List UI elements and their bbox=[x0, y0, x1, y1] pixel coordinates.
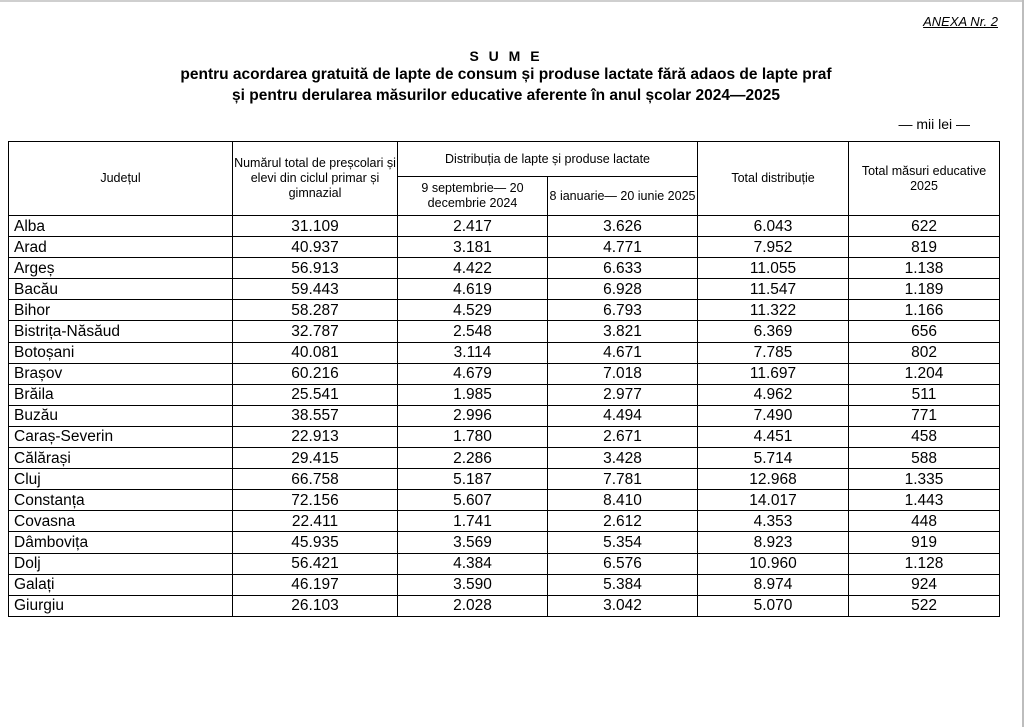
students-cell: 40.937 bbox=[233, 237, 398, 258]
students-cell: 40.081 bbox=[233, 342, 398, 363]
students-cell: 66.758 bbox=[233, 469, 398, 490]
period-1-cell: 2.548 bbox=[398, 321, 548, 342]
students-cell: 25.541 bbox=[233, 384, 398, 405]
table-row bbox=[9, 574, 1000, 595]
county-cell: Botoșani bbox=[9, 342, 233, 363]
period-1-cell: 4.619 bbox=[398, 279, 548, 300]
table-row bbox=[9, 300, 1000, 321]
students-cell: 38.557 bbox=[233, 405, 398, 426]
county-cell: Dâmbovița bbox=[9, 532, 233, 553]
county-cell: Bihor bbox=[9, 300, 233, 321]
county-cell: Bacău bbox=[9, 279, 233, 300]
county-cell: Caraș-Severin bbox=[9, 426, 233, 447]
header-period-1: 9 septembrie— 20 decembrie 2024 bbox=[398, 177, 548, 216]
students-cell: 22.913 bbox=[233, 426, 398, 447]
table-row bbox=[9, 216, 1000, 237]
table-row bbox=[9, 237, 1000, 258]
total-distribution-cell: 10.960 bbox=[698, 553, 849, 574]
period-1-cell: 3.590 bbox=[398, 574, 548, 595]
total-distribution-cell: 11.055 bbox=[698, 258, 849, 279]
period-2-cell: 6.928 bbox=[548, 279, 698, 300]
students-cell: 26.103 bbox=[233, 595, 398, 616]
total-educational-cell: 1.128 bbox=[849, 553, 1000, 574]
total-distribution-cell: 7.785 bbox=[698, 342, 849, 363]
period-2-cell: 8.410 bbox=[548, 490, 698, 511]
county-cell: Alba bbox=[9, 216, 233, 237]
header-students: Numărul total de preșcolari și elevi din ciclul primar și gimnazial bbox=[233, 142, 398, 216]
amounts-table bbox=[8, 141, 1000, 617]
county-cell: Argeș bbox=[9, 258, 233, 279]
table-row bbox=[9, 532, 1000, 553]
period-1-cell: 1.985 bbox=[398, 384, 548, 405]
county-cell: Buzău bbox=[9, 405, 233, 426]
total-distribution-cell: 4.962 bbox=[698, 384, 849, 405]
county-cell: Covasna bbox=[9, 511, 233, 532]
period-1-cell: 3.114 bbox=[398, 342, 548, 363]
total-distribution-cell: 6.043 bbox=[698, 216, 849, 237]
total-educational-cell: 924 bbox=[849, 574, 1000, 595]
table-row bbox=[9, 553, 1000, 574]
period-2-cell: 2.977 bbox=[548, 384, 698, 405]
table-row bbox=[9, 469, 1000, 490]
students-cell: 45.935 bbox=[233, 532, 398, 553]
county-cell: Constanța bbox=[9, 490, 233, 511]
students-cell: 22.411 bbox=[233, 511, 398, 532]
period-2-cell: 4.671 bbox=[548, 342, 698, 363]
table-row bbox=[9, 490, 1000, 511]
total-educational-cell: 622 bbox=[849, 216, 1000, 237]
total-educational-cell: 919 bbox=[849, 532, 1000, 553]
total-educational-cell: 511 bbox=[849, 384, 1000, 405]
period-1-cell: 1.741 bbox=[398, 511, 548, 532]
county-cell: Dolj bbox=[9, 553, 233, 574]
period-1-cell: 2.417 bbox=[398, 216, 548, 237]
header-distribution: Distribuția de lapte și produse lactate bbox=[398, 142, 698, 177]
period-2-cell: 2.612 bbox=[548, 511, 698, 532]
total-educational-cell: 1.204 bbox=[849, 363, 1000, 384]
total-distribution-cell: 11.697 bbox=[698, 363, 849, 384]
total-educational-cell: 458 bbox=[849, 426, 1000, 447]
table-row bbox=[9, 384, 1000, 405]
county-cell: Brașov bbox=[9, 363, 233, 384]
county-cell: Giurgiu bbox=[9, 595, 233, 616]
title-line-2: pentru acordarea gratuită de lapte de consum și produse lactate fără adaos de lapte praf bbox=[180, 66, 832, 83]
students-cell: 72.156 bbox=[233, 490, 398, 511]
total-distribution-cell: 7.952 bbox=[698, 237, 849, 258]
table-row bbox=[9, 363, 1000, 384]
total-educational-cell: 588 bbox=[849, 448, 1000, 469]
table-row bbox=[9, 448, 1000, 469]
total-educational-cell: 1.335 bbox=[849, 469, 1000, 490]
period-1-cell: 2.996 bbox=[398, 405, 548, 426]
county-cell: Cluj bbox=[9, 469, 233, 490]
period-1-cell: 5.607 bbox=[398, 490, 548, 511]
period-2-cell: 7.018 bbox=[548, 363, 698, 384]
total-educational-cell: 656 bbox=[849, 321, 1000, 342]
county-cell: Călărași bbox=[9, 448, 233, 469]
total-educational-cell: 522 bbox=[849, 595, 1000, 616]
page-top-edge bbox=[0, 0, 1024, 2]
period-1-cell: 2.028 bbox=[398, 595, 548, 616]
county-cell: Arad bbox=[9, 237, 233, 258]
total-distribution-cell: 6.369 bbox=[698, 321, 849, 342]
period-2-cell: 6.633 bbox=[548, 258, 698, 279]
students-cell: 58.287 bbox=[233, 300, 398, 321]
table-body bbox=[9, 216, 1000, 617]
students-cell: 46.197 bbox=[233, 574, 398, 595]
period-2-cell: 5.384 bbox=[548, 574, 698, 595]
period-1-cell: 3.181 bbox=[398, 237, 548, 258]
period-2-cell: 2.671 bbox=[548, 426, 698, 447]
county-cell: Galați bbox=[9, 574, 233, 595]
total-distribution-cell: 7.490 bbox=[698, 405, 849, 426]
table-row bbox=[9, 342, 1000, 363]
header-total-distribution: Total distribuție bbox=[698, 142, 849, 216]
total-distribution-cell: 5.070 bbox=[698, 595, 849, 616]
total-educational-cell: 1.166 bbox=[849, 300, 1000, 321]
period-2-cell: 3.626 bbox=[548, 216, 698, 237]
period-2-cell: 7.781 bbox=[548, 469, 698, 490]
unit-label: — mii lei — bbox=[898, 116, 970, 132]
period-1-cell: 1.780 bbox=[398, 426, 548, 447]
total-educational-cell: 1.189 bbox=[849, 279, 1000, 300]
title-line-3: și pentru derularea măsurilor educative aferente în anul școlar 2024—2025 bbox=[232, 87, 780, 104]
total-educational-cell: 802 bbox=[849, 342, 1000, 363]
period-1-cell: 5.187 bbox=[398, 469, 548, 490]
total-distribution-cell: 12.968 bbox=[698, 469, 849, 490]
table-row bbox=[9, 511, 1000, 532]
students-cell: 32.787 bbox=[233, 321, 398, 342]
table-row bbox=[9, 258, 1000, 279]
period-2-cell: 4.494 bbox=[548, 405, 698, 426]
total-distribution-cell: 8.974 bbox=[698, 574, 849, 595]
total-educational-cell: 1.138 bbox=[849, 258, 1000, 279]
period-1-cell: 4.384 bbox=[398, 553, 548, 574]
table-row bbox=[9, 405, 1000, 426]
total-distribution-cell: 4.353 bbox=[698, 511, 849, 532]
students-cell: 60.216 bbox=[233, 363, 398, 384]
header-county: Județul bbox=[9, 142, 233, 216]
county-cell: Brăila bbox=[9, 384, 233, 405]
period-1-cell: 4.529 bbox=[398, 300, 548, 321]
total-distribution-cell: 5.714 bbox=[698, 448, 849, 469]
total-distribution-cell: 4.451 bbox=[698, 426, 849, 447]
annex-label: ANEXA Nr. 2 bbox=[923, 14, 998, 29]
period-2-cell: 3.821 bbox=[548, 321, 698, 342]
period-2-cell: 5.354 bbox=[548, 532, 698, 553]
total-educational-cell: 771 bbox=[849, 405, 1000, 426]
total-distribution-cell: 11.322 bbox=[698, 300, 849, 321]
period-1-cell: 3.569 bbox=[398, 532, 548, 553]
total-distribution-cell: 8.923 bbox=[698, 532, 849, 553]
header-total-educational: Total măsuri educative 2025 bbox=[849, 142, 1000, 216]
table-row bbox=[9, 595, 1000, 616]
students-cell: 59.443 bbox=[233, 279, 398, 300]
table-row bbox=[9, 321, 1000, 342]
table-row bbox=[9, 279, 1000, 300]
period-2-cell: 3.042 bbox=[548, 595, 698, 616]
title-heading: S U M E bbox=[469, 48, 543, 64]
students-cell: 56.913 bbox=[233, 258, 398, 279]
total-educational-cell: 448 bbox=[849, 511, 1000, 532]
period-1-cell: 4.422 bbox=[398, 258, 548, 279]
total-distribution-cell: 11.547 bbox=[698, 279, 849, 300]
table-row bbox=[9, 426, 1000, 447]
total-educational-cell: 1.443 bbox=[849, 490, 1000, 511]
period-2-cell: 3.428 bbox=[548, 448, 698, 469]
period-1-cell: 4.679 bbox=[398, 363, 548, 384]
total-educational-cell: 819 bbox=[849, 237, 1000, 258]
header-period-2: 8 ianuarie— 20 iunie 2025 bbox=[548, 177, 698, 216]
students-cell: 31.109 bbox=[233, 216, 398, 237]
students-cell: 29.415 bbox=[233, 448, 398, 469]
total-distribution-cell: 14.017 bbox=[698, 490, 849, 511]
period-2-cell: 6.793 bbox=[548, 300, 698, 321]
period-2-cell: 6.576 bbox=[548, 553, 698, 574]
period-2-cell: 4.771 bbox=[548, 237, 698, 258]
students-cell: 56.421 bbox=[233, 553, 398, 574]
period-1-cell: 2.286 bbox=[398, 448, 548, 469]
county-cell: Bistrița-Năsăud bbox=[9, 321, 233, 342]
